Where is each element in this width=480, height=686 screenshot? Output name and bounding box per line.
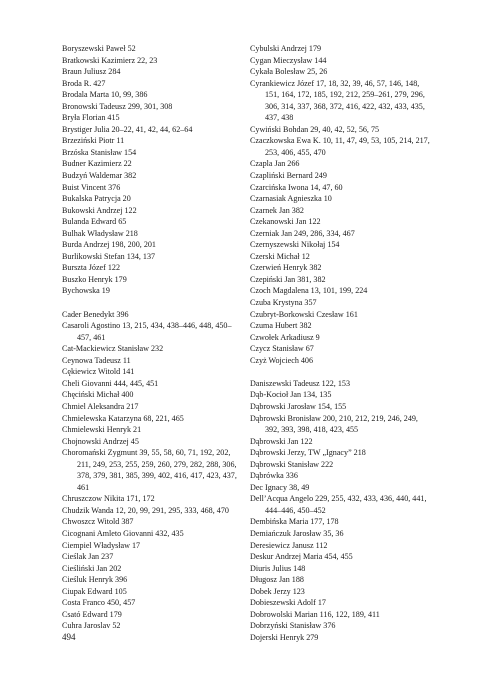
index-entry: Bryła Florian 415 [62,113,120,123]
index-entry: Bursztа Józef 122 [62,263,120,273]
index-entry: Daniszewski Tadeusz 122, 153 [250,378,350,388]
index-entry: Dembińska Maria 177, 178 [250,517,339,527]
index-entry: Chojnowski Andrzej 45 [62,436,139,446]
index-entry: Braun Juliusz 284 [62,67,121,77]
index-entry: Czwołek Arkadiusz 9 [250,332,320,342]
index-entry: Cieślak Jan 237 [62,552,114,562]
index-entry: Burlikowski Stefan 134, 137 [62,251,156,261]
index-entry: Czerniak Jan 249, 286, 334, 467 [250,228,355,238]
index-entry: Bronowski Tadeusz 299, 301, 308 [62,101,173,111]
index-entry: Czerwień Henryk 382 [250,263,322,273]
index-entry: Deskur Andrzej Maria 454, 455 [250,552,353,562]
index-entry: Czuma Hubert 382 [250,321,312,331]
index-entry: Casaroli Agostino 13, 215, 434, 438–446, 448, 450–457, 461 [62,321,232,342]
index-entry: Diuris Julius 148 [250,563,306,573]
index-entry: Czoch Magdalena 13, 101, 199, 224 [250,286,368,296]
index-entry: Chruszczow Nikita 171, 172 [62,494,155,504]
index-entry: Bulanda Edward 65 [62,217,127,227]
index-entry: Burda Andrzej 198, 200, 201 [62,240,156,250]
index-entry: Dąbrowski Jarosław 154, 155 [250,401,347,411]
index-entry: Czernyszewski Nikołaj 154 [250,240,340,250]
index-entry: Deresiewicz Janusz 112 [250,540,328,550]
index-entry: Czubryt-Borkowski Czesław 161 [250,309,358,319]
index-entry: Bychowska 19 [62,286,110,296]
index-entry: Cicognani Amleto Giovanni 432, 435 [62,528,184,538]
letter-section-gap [62,297,238,309]
index-entry: Długosz Jan 188 [250,575,304,585]
index-entry: Brodala Marta 10, 99, 386 [62,90,148,100]
page-number: 494 [62,632,76,642]
index-entry: Brzóska Stanisław 154 [62,147,137,157]
index-entry: Cękiewicz Witold 141 [62,367,135,377]
index-entry: Cywiński Bohdan 29, 40, 42, 52, 56, 75 [250,124,380,134]
index-entry: Dąbrowski Stanisław 222 [250,459,334,469]
index-entry: Chęciński Michał 400 [62,390,134,400]
index-entry: Czycz Stanisław 67 [250,344,314,354]
letter-section-gap [250,366,432,378]
index-entry: Bukalska Patrycja 20 [62,194,131,204]
index-entry: Dąb-Kocioł Jan 134, 135 [250,390,332,400]
index-entry: Czerski Michał 12 [250,251,310,261]
index-entry: Czepiński Jan 381, 382 [250,274,326,284]
index-entry: Dąbrówka 336 [250,471,298,481]
index-entry: Chmielewski Henryk 21 [62,425,142,435]
index-entry: Cygan Mieczysław 144 [250,55,327,65]
index-entry: Dąbrowski Jerzy, TW „Ignacy” 218 [250,448,366,458]
index-entry: Broda R. 427 [62,78,106,88]
index-entry: Cuhra Jaroslav 52 [62,621,121,631]
index-entry: Cykała Bolesław 25, 26 [250,67,328,77]
index-entry: Brystiger Julia 20–22, 41, 42, 44, 62–64 [62,124,193,134]
index-entry: Dobieszewski Adolf 17 [250,598,326,608]
index-entry: Brzeziński Piotr 11 [62,136,125,146]
index-entry: Buist Vincent 376 [62,182,121,192]
index-entry: Cat-Mackiewicz Stanisław 232 [62,344,164,354]
index-entry: Costa Franco 450, 457 [62,598,136,608]
index-entry: Cader Benedykt 396 [62,309,129,319]
index-entry: Cybulski Andrzej 179 [250,44,322,53]
index-entry: Bulhak Władysław 218 [62,228,138,238]
index-entry: Cieśliński Jan 202 [62,563,122,573]
index-entry: Dobrowolski Marian 116, 122, 189, 411 [250,609,380,619]
index-entry: Cyrankiewicz Józef 17, 18, 32, 39, 46, 57, 146, 148, 151, 164, 172, 185, 192, 212, 259–261, 279, 296, 306, 314, 337, 368, 372, 416, 422, 432, 433, 435, 437, 438 [250,78,425,123]
index-entry: Czekanowski Jan 122 [250,217,321,227]
index-entry: Chmiel Aleksandra 217 [62,401,139,411]
index-entry: Bukowski Andrzej 122 [62,205,137,215]
index-entry: Dec Ignacy 38, 49 [250,482,310,492]
index-entry: Boryszewski Paweł 52 [62,44,136,53]
index-column-left [62,43,238,632]
index-entry: Dobek Jerzy 123 [250,586,305,596]
index-entry: Chudzik Wanda 12, 20, 99, 291, 295, 333, 468, 470 [62,505,229,515]
index-entry: Ciempiel Władysław 17 [62,540,141,550]
index-entry: Czarnek Jan 382 [250,205,304,215]
index-entry: Buszko Henryk 179 [62,274,127,284]
index-entry: Dąbrowski Jan 122 [250,436,313,446]
index-entry: Czaczkowska Ewa K. 10, 11, 47, 49, 53, 105, 214, 217, 253, 406, 455, 470 [250,136,430,157]
index-entry: Budner Kazimierz 22 [62,159,132,169]
index-entry: Cheli Giovanni 444, 445, 451 [62,378,159,388]
index-entry: Bratkowski Kazimierz 22, 23 [62,55,158,65]
index-entry: Dell’Acqua Angelo 229, 255, 432, 433, 436, 440, 441, 444–446, 450–452 [250,494,427,515]
index-entry: Dąbrowski Bronisław 200, 210, 212, 219, 246, 249, 392, 393, 398, 418, 423, 455 [250,413,418,435]
index-entry: Ceynowa Tadeusz 11 [62,355,131,365]
index-entry: Chwoszcz Witold 387 [62,517,134,527]
index-entry: Choromański Zygmunt 39, 55, 58, 60, 71, 192, 202, 211, 249, 253, 255, 259, 260, 279, 282, 288, 306, 378, 379, 381, 385, 399, 402, 416, 417, 423, 437, 461 [62,448,237,492]
index-column-right [250,43,432,643]
index-entry: Dojerski Henryk 279 [250,632,319,642]
index-entry: Csató Edward 179 [62,609,122,619]
index-entry: Demiańczuk Jarosław 35, 36 [250,528,344,538]
index-entry: Czyż Wojciech 406 [250,355,314,365]
index-entry: Dobrzyński Stanisław 376 [250,621,336,631]
index-entry: Czarnasiak Agnieszka 10 [250,194,332,204]
index-entry: Czapla Jan 266 [250,159,300,169]
index-entry: Budzyń Waldemar 382 [62,171,137,181]
index-entry: Chmielewska Katarzyna 68, 221, 465 [62,413,184,423]
index-entry: Czuba Krystyna 357 [250,298,317,308]
index-entry: Czapliński Bernard 249 [250,171,327,181]
index-entry: Ciupak Edward 105 [62,586,127,596]
index-entry: Cieśluk Henryk 396 [62,575,128,585]
index-entry: Czarcińska Iwona 14, 47, 60 [250,182,343,192]
